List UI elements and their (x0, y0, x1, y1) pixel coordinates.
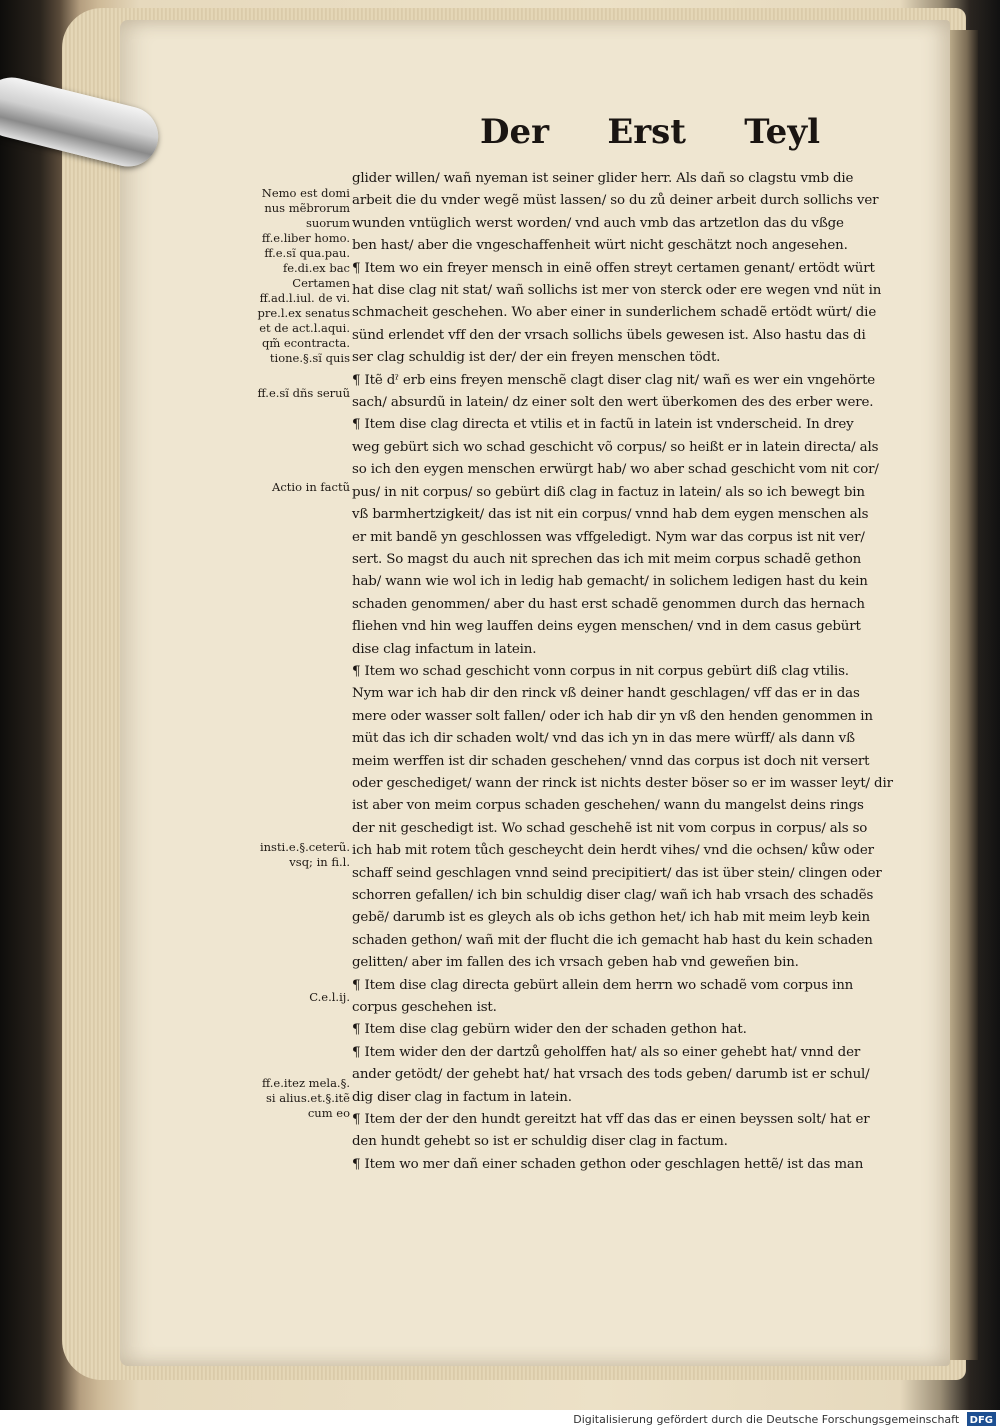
text-line: ich hab mit rotem tůch gescheycht dein herdt vihes/ vnd die ochsen/ kůw oder (352, 843, 874, 859)
marginal-note-line: suorum (305, 216, 350, 230)
marginal-note-line: C.e.l.ij. (309, 990, 350, 1004)
text-line: sach/ absurdũ in latein/ dz einer solt den wert überkomen des des erber were. (352, 395, 874, 411)
text-line: ¶ Item der der den hundt gereitzt hat vff das das er einen beyssen solt/ hat er (352, 1112, 870, 1128)
marginal-note (250, 840, 350, 870)
text-line: so ich den eygen menschen erwürgt hab/ wo aber schad geschicht vom nit cor/ (352, 462, 879, 478)
text-line: hat dise clag nit stat/ wañ sollichs ist mer von sterck oder ere wegen vnd nüt in (352, 283, 882, 299)
text-line: ¶ Item wo schad geschicht vonn corpus in nit corpus gebürt diß clag vtilis. (352, 663, 849, 679)
text-line: meim werffen ist dir schaden geschehen/ vnnd das corpus ist doch nit versert (352, 753, 870, 769)
text-line: ¶ Item dise clag gebürn wider den der schaden gethon hat. (352, 1022, 747, 1038)
text-line: ist aber von meim corpus schaden geschehen/ wann du mangelst deins rings (352, 798, 864, 814)
marginal-note (250, 990, 350, 1005)
marginal-note-line: tione.§.sĩ quis (269, 351, 350, 365)
text-line: ¶ Itẽ dˀ erb eins freyen menschẽ clagt diser clag nit/ wañ es wer ein vngehörte (352, 372, 876, 388)
dfg-logo: DFG (967, 1412, 996, 1426)
text-line: hab/ wann wie wol ich in ledig hab gemacht/ in solichem ledigen hast du kein (352, 574, 868, 590)
running-head-word-3: Teyl (744, 112, 820, 152)
text-line: glider willen/ wañ nyeman ist seiner glider herr. Als dañ so clagstu vmb die (352, 171, 854, 186)
text-line: gebẽ/ darumb ist es gleych als ob ichs gethon het/ ich hab mit meim leyb kein (352, 910, 870, 926)
marginal-note-line: ff.e.sĩ qua.pau. (264, 246, 350, 260)
marginal-note-line: pre.l.ex senatus (257, 306, 350, 320)
marginal-note (250, 1076, 350, 1121)
text-line: schaden gethon/ wañ mit der flucht die ich gemacht hab hast du kein schaden (352, 932, 873, 948)
text-line: dise clag infactum in latein. (352, 641, 537, 657)
right-page-edge (950, 30, 978, 1360)
footer-text: Digitalisierung gefördert durch die Deutsche Forschungsgemeinschaft (573, 1413, 960, 1426)
running-head-word-2: Erst (607, 112, 686, 152)
marginal-note-line: ff.e.itez mela.§. (261, 1076, 350, 1090)
marginal-note-line: ff.e.liber homo. (261, 231, 350, 245)
marginal-note-line: insti.e.§.ceterũ. (259, 840, 350, 854)
text-line: weg gebürt sich wo schad geschicht võ corpus/ so heißt er in latein directa/ als (352, 439, 879, 455)
body-text (352, 168, 918, 1176)
text-line: er mit bandẽ yn geschlossen was vffgeledigt. Nym war das corpus ist nit ver/ (352, 529, 865, 545)
marginal-note (250, 480, 350, 495)
text-line: müt das ich dir schaden wolt/ vnd das ich yn in das mere würff/ als dann vß (352, 731, 855, 747)
marginal-note (250, 386, 350, 401)
text-line: wunden vntüglich werst worden/ vnd auch vmb das artzetlon das du vßge (352, 215, 844, 231)
marginal-note-line: ff.ad.l.iul. de vi. (259, 291, 350, 305)
text-line: ander getödt/ der gehebt hat/ hat vrsach des tods geben/ darumb ist er schul/ (352, 1067, 870, 1083)
text-line: corpus geschehen ist. (352, 1000, 497, 1016)
running-head (480, 112, 820, 152)
text-line: gelitten/ aber im fallen des ich vrsach geben hab vnd geweñen bin. (352, 955, 799, 971)
text-line: fliehen vnd hin weg lauffen deins eygen menschen/ vnd in dem casus gebürt (352, 619, 861, 635)
text-line: ¶ Item dise clag directa et vtilis et in factũ in latein ist vnderscheid. In drey (352, 417, 854, 433)
marginal-note-line: si alius.et.§.itẽ (265, 1091, 350, 1105)
text-line: mere oder wasser solt fallen/ oder ich hab dir yn vß den henden genommen in (352, 708, 873, 724)
marginal-note-line: Actio in factũ (272, 480, 350, 494)
running-head-word-1: Der (480, 112, 550, 152)
marginal-note-line: Nemo est domi (261, 186, 350, 200)
marginal-note-line: vsq; in fi.l. (289, 855, 350, 869)
text-line: schaden genommen/ aber du hast erst schadẽ genommen durch das hernach (352, 596, 865, 612)
marginal-note (250, 276, 350, 366)
text-line: ¶ Item wider den der dartzů geholffen hat/ als so einer gehebt hat/ vnnd der (352, 1044, 861, 1060)
text-line: schaff seind geschlagen vnnd seind precipitiert/ das ist über stein/ clingen oder (352, 865, 882, 881)
text-line: arbeit die du vnder wegẽ müst lassen/ so du zů deiner arbeit durch sollichs ver (352, 193, 879, 209)
text-line: vß barmhertzigkeit/ das ist nit ein corpus/ vnnd hab dem eygen menschen als (352, 507, 869, 523)
text-line: den hundt gehebt so ist er schuldig diser clag in factum. (352, 1134, 728, 1150)
marginal-note-line: Certamen (292, 276, 350, 290)
marginal-note (250, 186, 350, 276)
text-line: ser clag schuldig ist der/ der ein freyen menschen tödt. (352, 350, 721, 366)
text-line: ¶ Item wo mer dañ einer schaden gethon oder geschlagen hettẽ/ ist das man (352, 1156, 864, 1172)
text-line: sünd erlendet vff den der vrsach sollichs übels gewesen ist. Also hastu das di (352, 327, 866, 343)
text-line: der nit geschedigt ist. Wo schad geschehẽ ist nit vom corpus in corpus/ als so (352, 820, 868, 836)
footer (0, 1410, 1000, 1428)
text-line: sert. So magst du auch nit sprechen das ich mit meim corpus schadẽ gethon (352, 551, 862, 567)
text-line: ¶ Item dise clag directa gebürt allein dem herrn wo schadẽ vom corpus inn (352, 977, 854, 993)
marginal-note-line: et de act.l.aqui. (259, 321, 350, 335)
text-line: dig diser clag in factum in latein. (352, 1089, 572, 1105)
text-line: ben hast/ aber die vngeschaffenheit würt nicht geschätzt noch angesehen. (352, 238, 848, 254)
text-line: Nym war ich hab dir den rinck vß deiner handt geschlagen/ vff das er in das (352, 686, 860, 702)
marginal-note-line: fe.di.ex bac (282, 261, 350, 275)
text-line: pus/ in nit corpus/ so gebürt diß clag in factuz in latein/ als so ich bewegt bin (352, 484, 865, 500)
text-line: oder geschediget/ wann der rinck ist nichts dester böser so er im wasser leyt/ dir (352, 775, 893, 791)
marginal-note-line: nus mẽbrorum (264, 201, 350, 215)
text-line: schorren gefallen/ ich bin schuldig diser clag/ wañ ich hab vrsach des schadẽs (352, 888, 874, 903)
text-line: schmacheit geschehen. Wo aber einer in sunderlichem schadẽ ertödt würt/ die (352, 305, 877, 321)
text-line: ¶ Item wo ein freyer mensch in einẽ offen streyt certamen genant/ ertödt würt (352, 260, 875, 276)
marginal-note-line: cum eo (307, 1106, 350, 1120)
marginal-note-line: qm̃ econtracta. (261, 336, 350, 350)
marginal-note-line: ff.e.sĩ dñs seruũ (257, 386, 350, 400)
